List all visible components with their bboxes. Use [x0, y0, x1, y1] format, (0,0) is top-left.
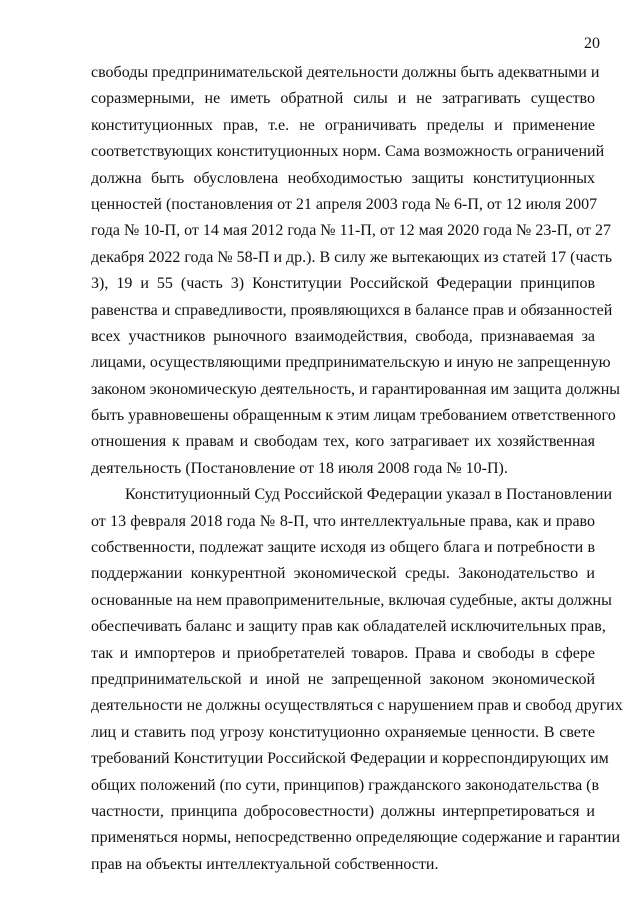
text-line: прав на объекты интеллектуальной собственности. [91, 855, 439, 873]
text-line: равенства и справедливости, проявляющихся в балансе прав и обязанностей [91, 301, 613, 319]
text-line: года № 10-П, от 14 мая 2012 года № 11-П, от 12 мая 2020 года № 23-П, от 27 [91, 222, 611, 240]
text-line: декабря 2022 года № 58-П и др.). В силу же вытекающих из статей 17 (часть [91, 248, 613, 266]
text-line: должна быть обусловлена необходимостью защиты конституционных [91, 169, 595, 187]
text-line: от 13 февраля 2018 года № 8-П, что интеллектуальные права, как и право [91, 512, 595, 530]
paragraph-2 [91, 482, 623, 878]
text-line: отношения к правам и свободам тех, кого затрагивает их хозяйственная [91, 433, 595, 451]
text-line: соответствующих конституционных норм. Сама возможность ограничений [91, 143, 605, 161]
text-line: общих положений (по сути, принципов) гражданского законодательства (в [91, 776, 600, 794]
text-line: частности, принципа добросовестности) должны интерпретироваться и [91, 802, 595, 820]
text-line: конституционных прав, т.е. не ограничивать пределы и применение [91, 116, 595, 134]
text-line: предпринимательской и иной не запрещенной законом экономической [91, 670, 595, 688]
text-line: так и импортеров и приобретателей товаров. Права и свободы в сфере [91, 644, 595, 662]
text-line: законом экономическую деятельность, и гарантированная им защита должны [91, 380, 621, 398]
text-line: 3), 19 и 55 (часть 3) Конституции Российской Федерации принципов [91, 275, 595, 293]
text-line: обеспечивать баланс и защиту прав как обладателей исключительных прав, [91, 618, 606, 636]
paragraph-1 [91, 60, 621, 482]
text-line: быть уравновешены обращенным к этим лицам требованием ответственного [91, 407, 616, 425]
text-line: всех участников рыночного взаимодействия, свобода, признаваемая за [91, 327, 595, 345]
text-line: собственности, подлежат защите исходя из общего блага и потребности в [91, 539, 595, 557]
text-line: свободы предпринимательской деятельности должны быть адекватными и [91, 64, 600, 81]
page-number: 20 [584, 35, 600, 52]
text-line: соразмерными, не иметь обратной силы и не затрагивать существо [91, 90, 595, 108]
text-line: Конституционный Суд Российской Федерации указал в Постановлении [125, 486, 613, 504]
text-line: применяться нормы, непосредственно определяющие содержание и гарантии [91, 829, 621, 847]
text-line: деятельности не должны осуществляться с нарушением прав и свобод других [91, 697, 623, 715]
text-line: деятельность (Постановление от 18 июля 2008 года № 10-П). [91, 459, 508, 477]
body-text [91, 60, 623, 878]
text-line: основанные на нем правоприменительные, включая судебные, акты должны [91, 591, 612, 609]
text-line: лицами, осуществляющими предпринимательскую и иную не запрещенную [91, 354, 611, 372]
text-line: ценностей (постановления от 21 апреля 2003 года № 6-П, от 12 июля 2007 [91, 195, 598, 213]
text-line: поддержании конкурентной экономической среды. Законодательство и [91, 565, 595, 583]
text-line: требований Конституции Российской Федерации и корреспондирующих им [91, 750, 609, 768]
text-line: лиц и ставить под угрозу конституционно охраняемые ценности. В свете [91, 723, 595, 741]
